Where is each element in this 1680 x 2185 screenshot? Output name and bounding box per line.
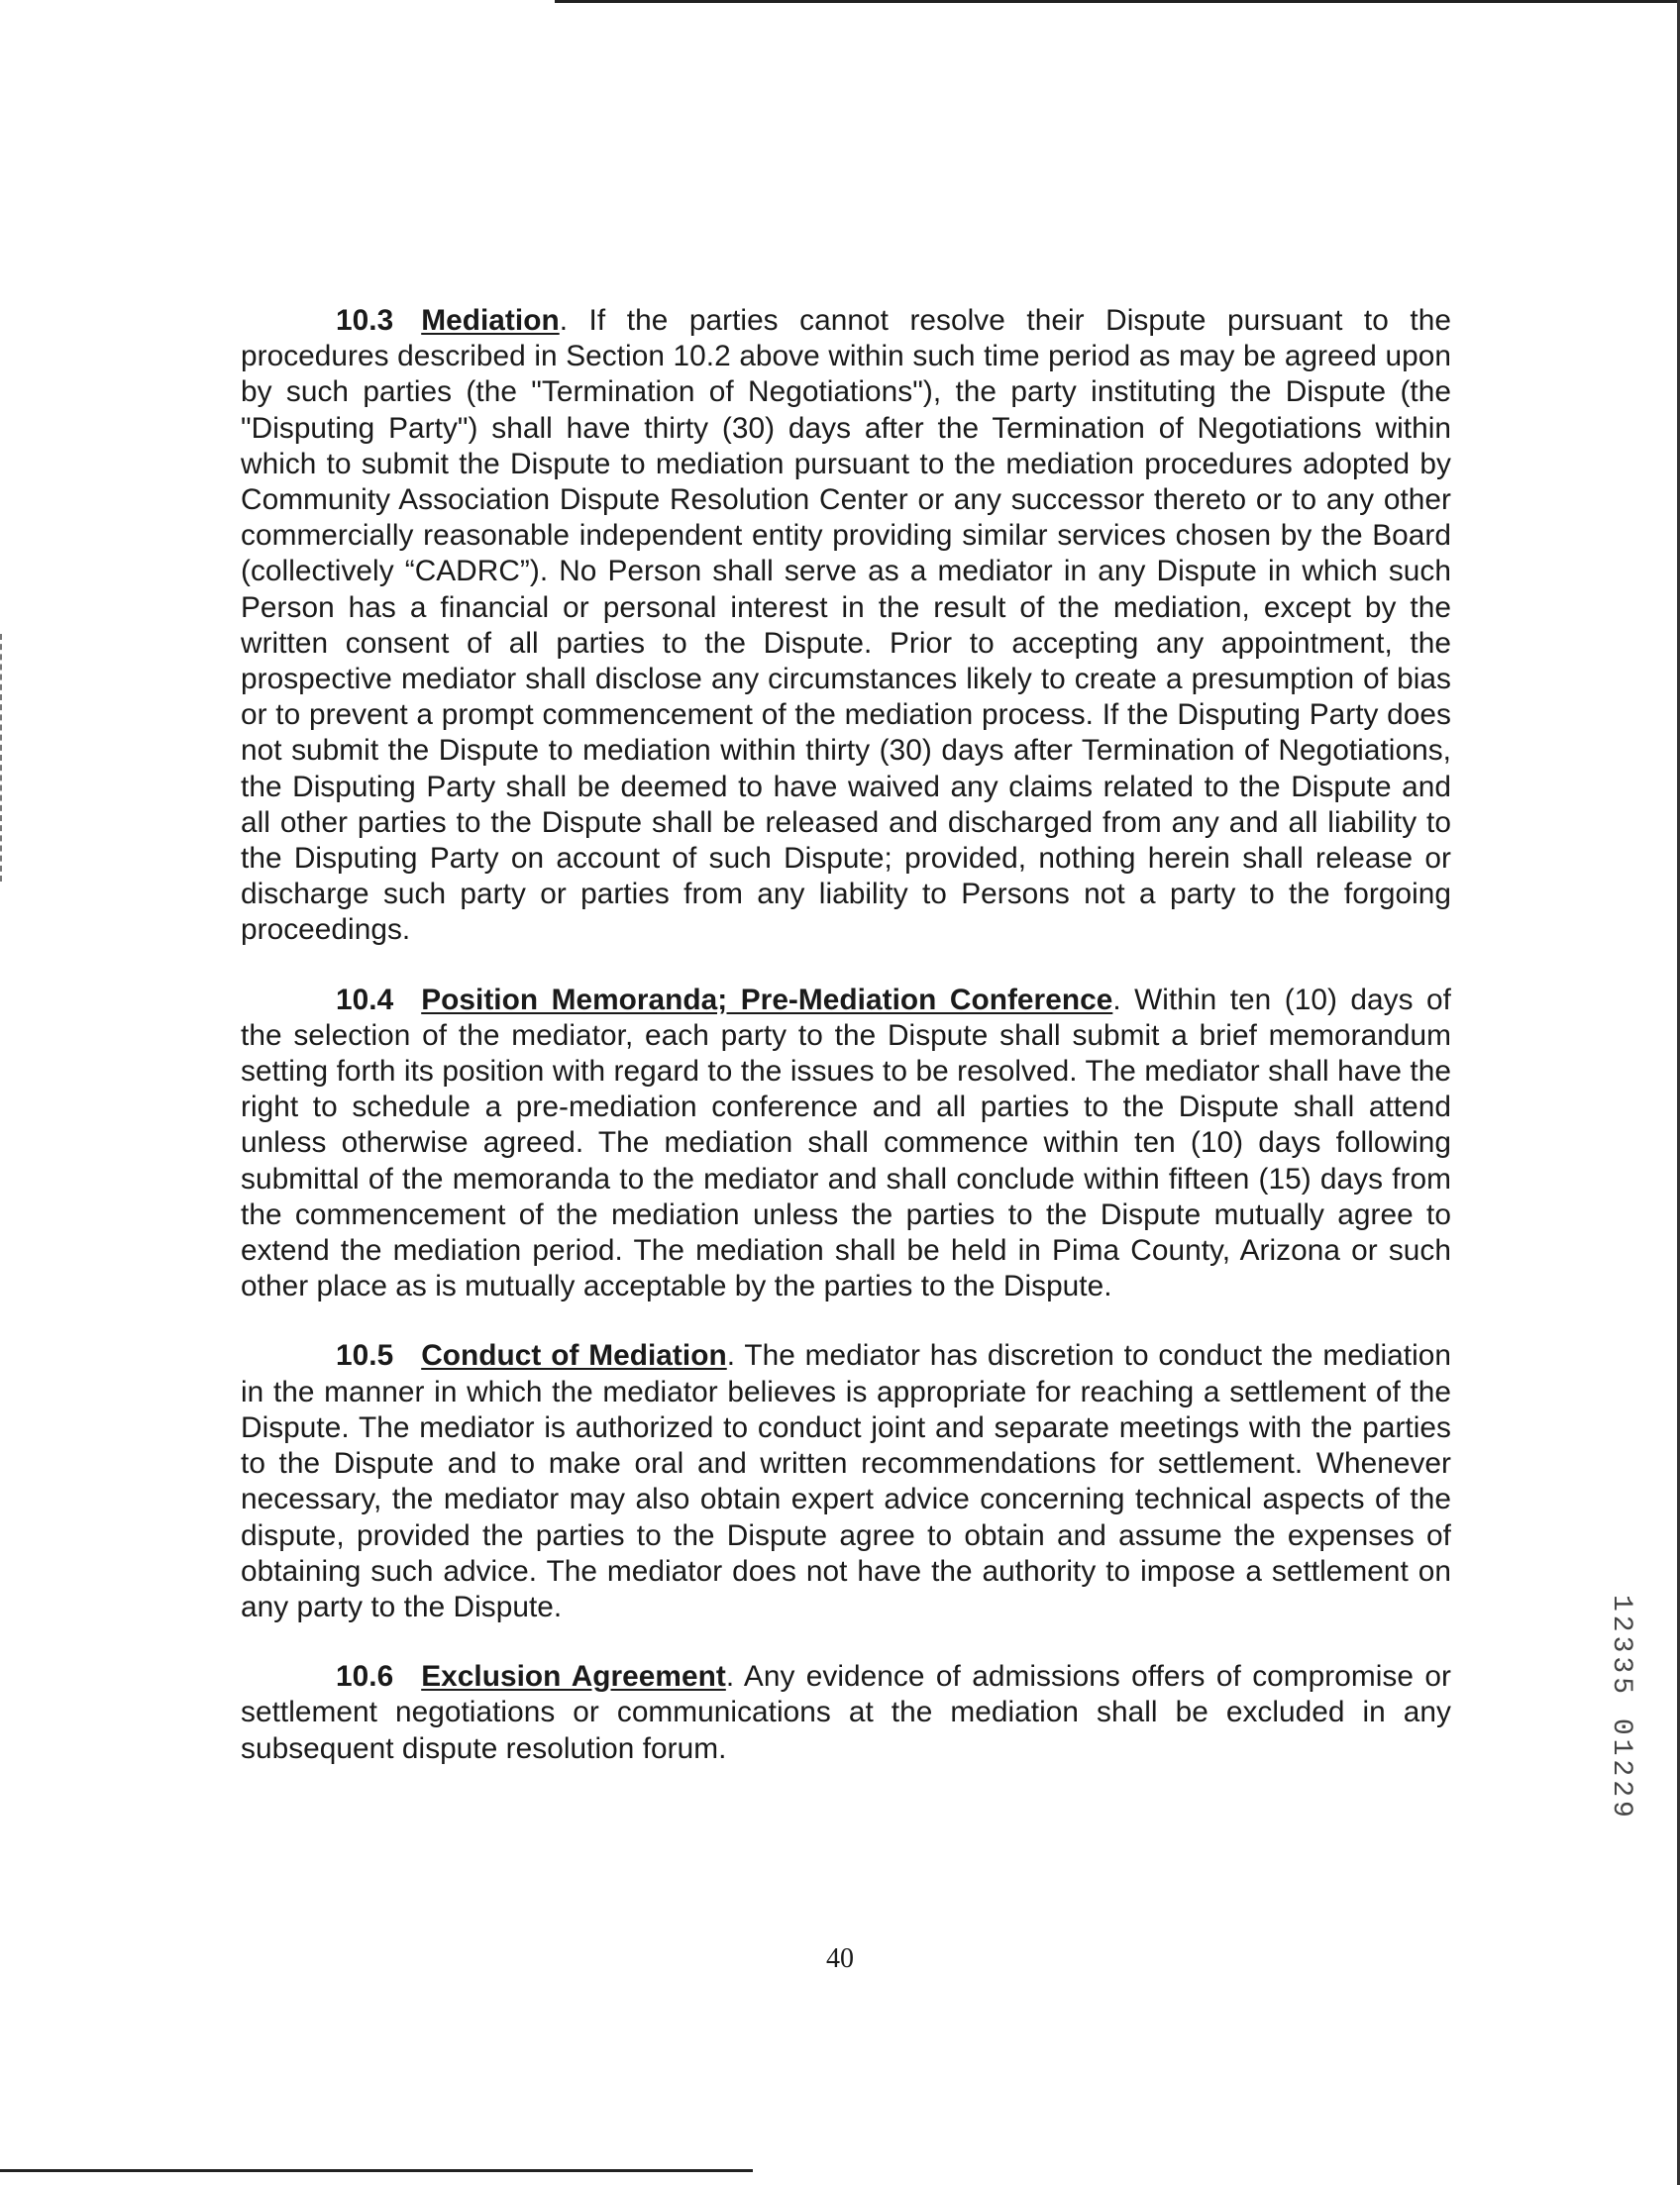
section-text: . Any evidence of admissions offers of compromise or settlement negotiations or communications at the mediation shall be excluded in any subsequent dispute resolution forum.	[241, 1660, 1451, 1765]
section-title: Position Memoranda; Pre-Mediation Conference	[421, 983, 1113, 1016]
section-10-6	[241, 1659, 1451, 1767]
section-text: . Within ten (10) days of the selection of the mediator, each party to the Dispute shall submit a brief memorandum setting forth its position with regard to the issues to be resolved. The mediator shall have the right to schedule a pre-mediation conference and all parties to the Dispute shall attend unless otherwise agreed. The mediation shall commence within ten (10) days following submittal of the memoranda to the mediator and shall conclude within fifteen (15) days from the commencement of the mediation unless the parties to the Dispute mutually agree to extend the mediation period. The mediation shall be held in Pima County, Arizona or such other place as is mutually acceptable by the parties to the Dispute.	[241, 983, 1451, 1303]
recording-document-id: 12335 01229	[1606, 1595, 1636, 1821]
section-number: 10.6	[336, 1660, 394, 1694]
scan-left-edge-marks	[0, 634, 4, 882]
section-number: 10.3	[336, 304, 394, 337]
section-title: Mediation	[421, 304, 560, 337]
section-number: 10.4	[336, 983, 394, 1016]
page-number: 40	[826, 1943, 854, 1974]
section-text: . The mediator has discretion to conduct the mediation in the manner in which the mediator believes is appropriate for reaching a settlement of the Dispute. The mediator is authorized to conduct joint and separate meetings with the parties to the Dispute and to make oral and written recommendations for settlement. Whenever necessary, the mediator may also obtain expert advice concerning technical aspects of the dispute, provided the parties to the Dispute agree to obtain and assume the expenses of obtaining such advice. The mediator does not have the authority to impose a settlement on any party to the Dispute.	[241, 1339, 1451, 1623]
scan-bottom-edge-line	[0, 2169, 753, 2172]
section-title: Conduct of Mediation	[421, 1339, 727, 1373]
document-body	[241, 303, 1451, 1801]
scan-top-edge-line	[555, 0, 1680, 3]
section-text: . If the parties cannot resolve their Dispute pursuant to the procedures described in Section 10.2 above within such time period as may be agreed upon by such parties (the "Termination of Negotiations"), the party instituting the Dispute (the "Disputing Party") shall have thirty (30) days after the Termination of Negotiations within which to submit the Dispute to mediation pursuant to the mediation procedures adopted by Community Association Dispute Resolution Center or any successor thereto or to any other commercially reasonable independent entity providing similar services chosen by the Board (collectively “CADRC”). No Person shall serve as a mediator in any Dispute in which such Person has a financial or personal interest in the result of the mediation, except by the written consent of all parties to the Dispute. Prior to accepting any appointment, the prospective mediator shall disclose any circumstances likely to create a presumption of bias or to prevent a prompt commencement of the mediation process. If the Disputing Party does not submit the Dispute to mediation within thirty (30) days after Termination of Negotiations, the Disputing Party shall be deemed to have waived any claims related to the Dispute and all other parties to the Dispute shall be released and discharged from any and all liability to the Disputing Party on account of such Dispute; provided, nothing herein shall release or discharge such party or parties from any liability to Persons not a party to the forgoing proceedings.	[241, 304, 1451, 947]
section-10-4	[241, 983, 1451, 1305]
section-title: Exclusion Agreement	[421, 1660, 726, 1694]
section-10-3	[241, 303, 1451, 949]
section-10-5	[241, 1338, 1451, 1625]
section-number: 10.5	[336, 1339, 394, 1373]
